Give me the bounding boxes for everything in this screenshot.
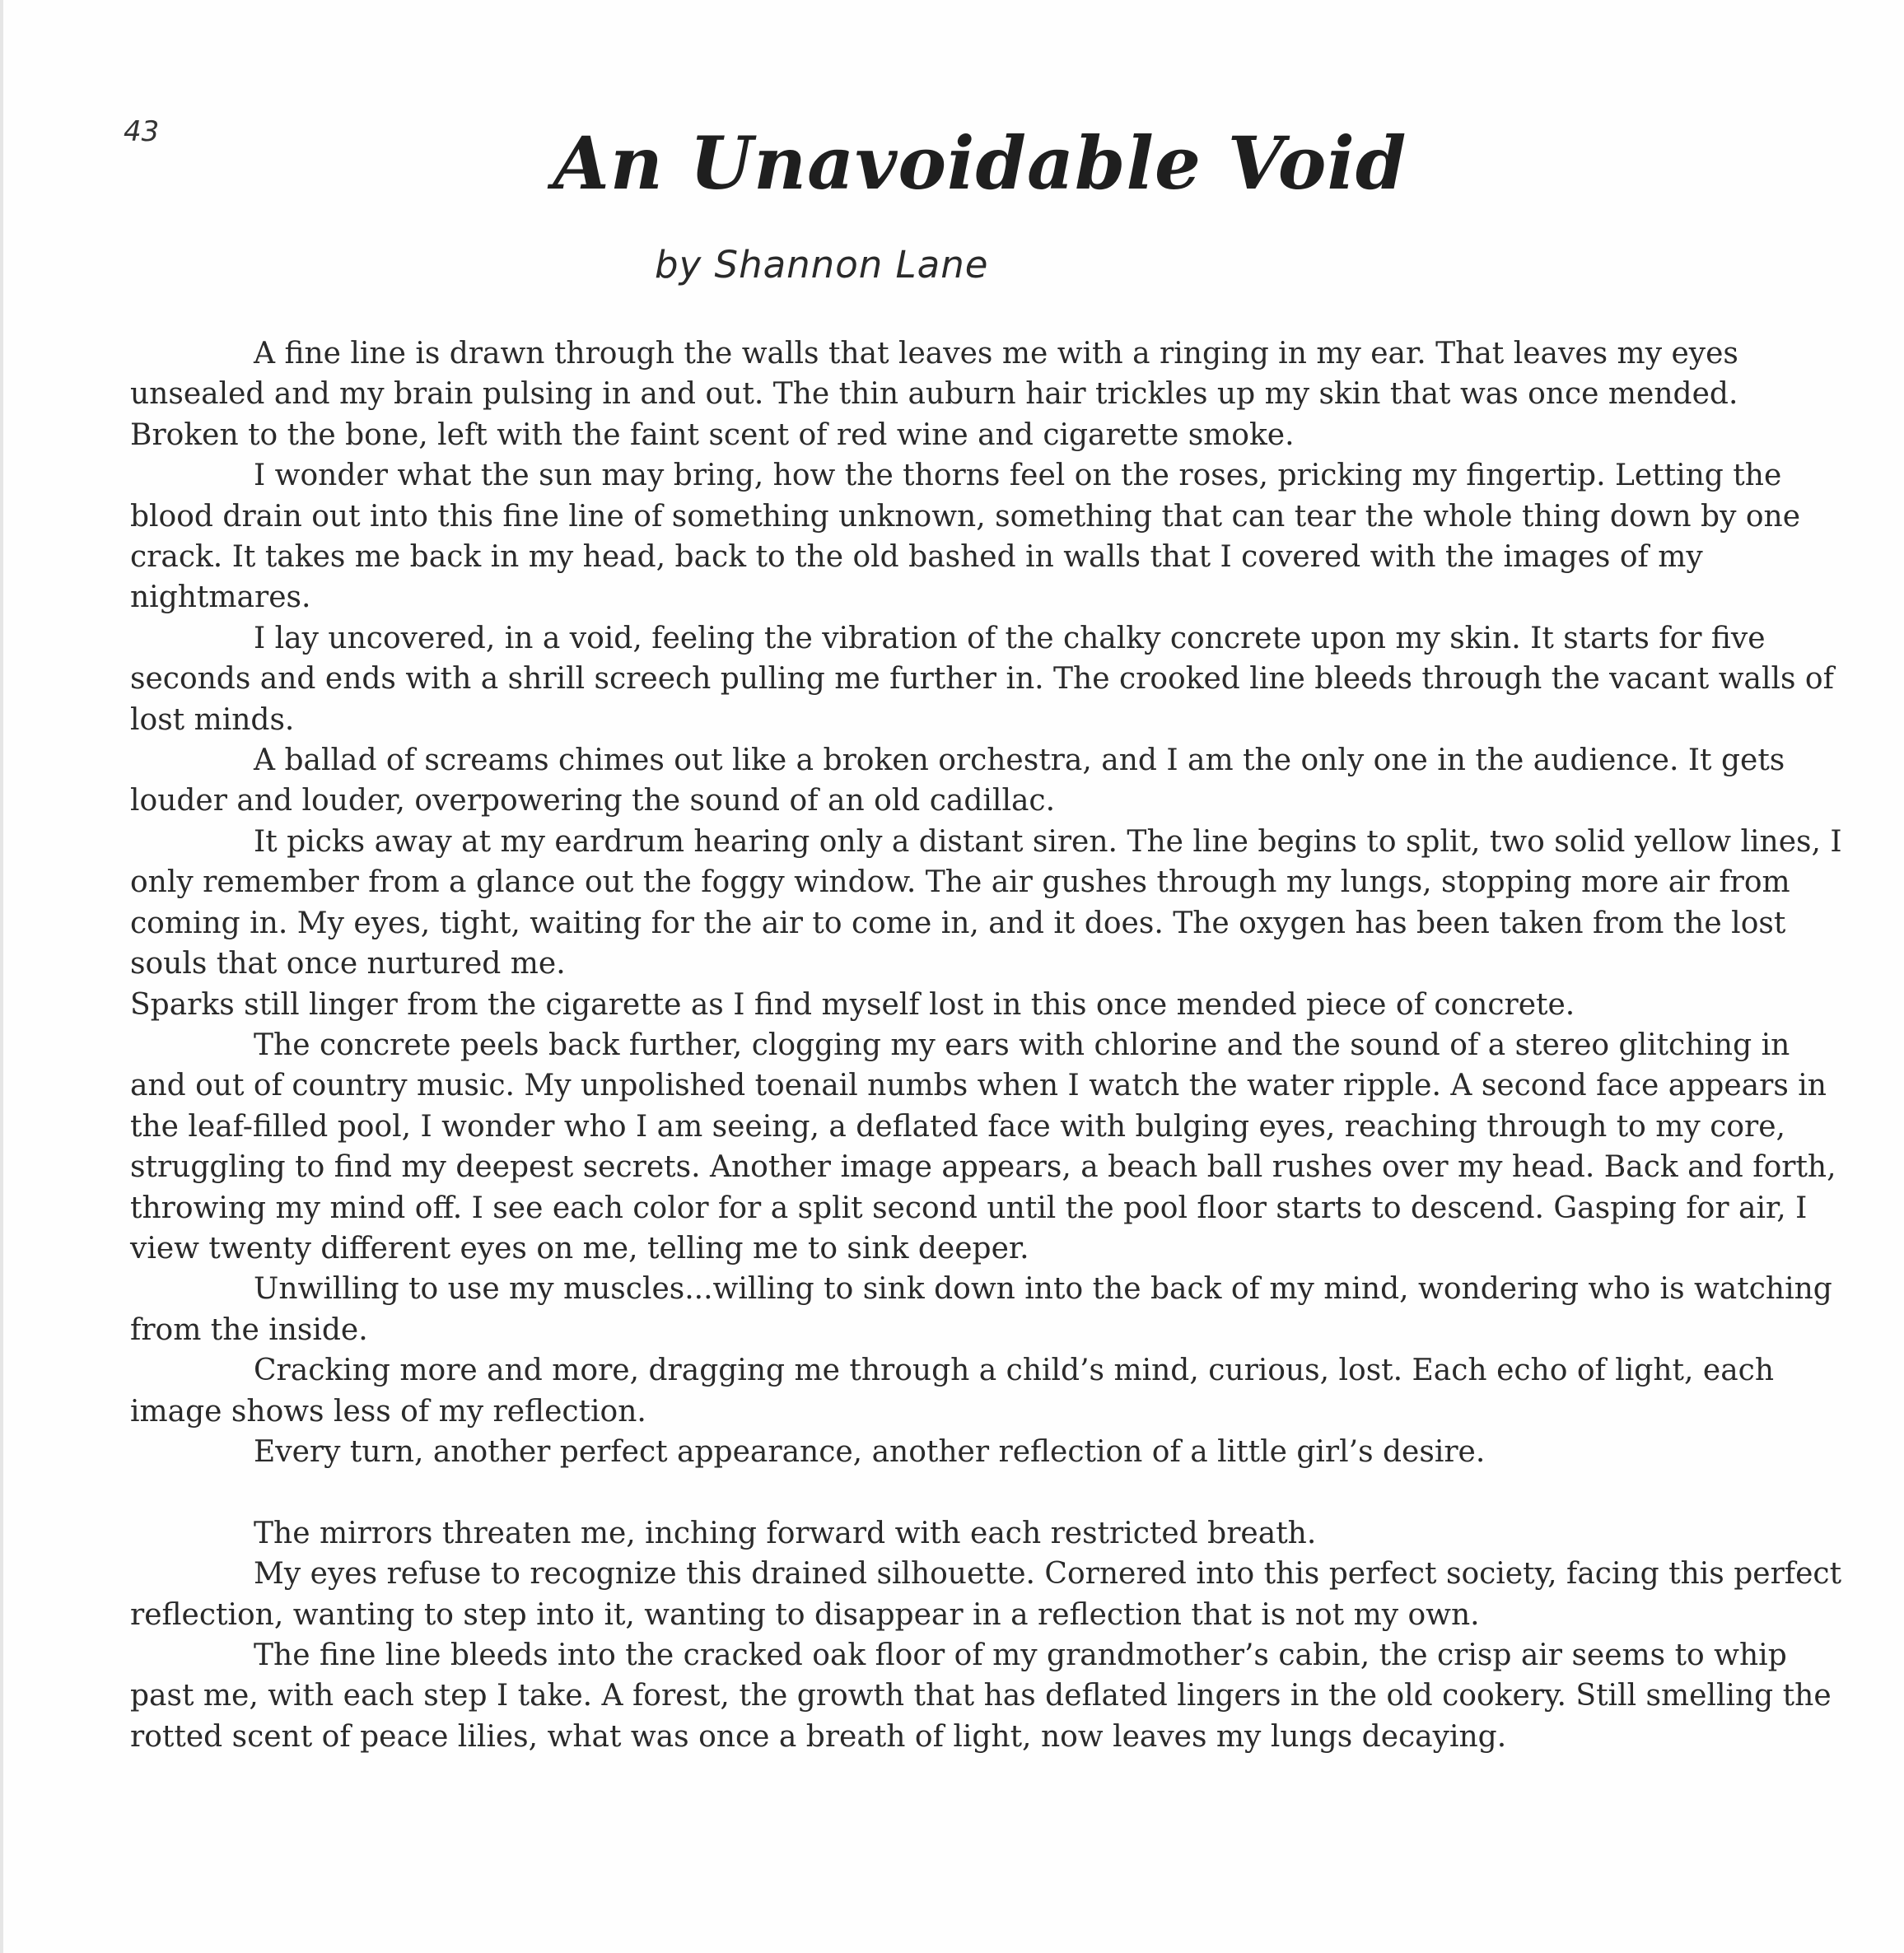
paragraph: Sparks still linger from the cigarette as I find myself lost in this once mended piece of concrete. <box>130 987 1575 1022</box>
paragraph: Cracking more and more, dragging me through a child’s mind, curious, lost. Each echo of light, each image shows less of my reflection. <box>130 1354 1775 1429</box>
byline: by Shannon Lane <box>655 243 989 287</box>
paragraph: I wonder what the sun may bring, how the thorns feel on the roses, pricking my fingertip. Letting the blood drain out into this fine line of something unknown, something that can tear the whole thing down by one crack. It takes me back in my head, back to the old bashed in walls that I covered with the images of my nightmares. <box>130 459 1801 615</box>
story-body <box>130 333 1851 1757</box>
paragraph: My eyes refuse to recognize this drained silhouette. Cornered into this perfect society, facing this perfect reflection, wanting to step into it, wanting to disappear in a reflection that is not my own. <box>130 1557 1842 1632</box>
page-number: 43 <box>124 115 160 148</box>
paragraph: The concrete peels back further, clogging my ears with chlorine and the sound of a stereo glitching in and out of country music. My unpolished toenail numbs when I watch the water ripple. A second face appears in the leaf-filled pool, I wonder who I am seeing, a deflated face with bulging eyes, reaching through to my core, struggling to find my deepest secrets. Another image appears, a beach ball rushes over my head. Back and forth, throwing my mind off. I see each color for a split second until the pool floor starts to descend. Gasping for air, I view twenty different eyes on me, telling me to sink deeper. <box>130 1028 1836 1265</box>
paragraph: A fine line is drawn through the walls that leaves me with a ringing in my ear. That leaves my eyes unsealed and my brain pulsing in and out. The thin auburn hair trickles up my skin that was once mended. Broken to the bone, left with the faint scent of red wine and cigarette smoke. <box>130 337 1738 452</box>
paragraph: Every turn, another perfect appearance, another reflection of a little girl’s desire. <box>254 1434 1486 1469</box>
paragraph: The mirrors threaten me, inching forward with each restricted breath. <box>254 1516 1317 1550</box>
paragraph: A ballad of screams chimes out like a broken orchestra, and I am the only one in the audience. It gets louder and louder, overpowering the sound of an old cadillac. <box>130 743 1785 818</box>
paragraph: I lay uncovered, in a void, feeling the vibration of the chalky concrete upon my skin. It starts for five seconds and ends with a shrill screech pulling me further in. The crooked line bleeds through the vacant walls of lost minds. <box>130 621 1834 737</box>
paragraph: Unwilling to use my muscles...willing to sink down into the back of my mind, wondering who is watching from the inside. <box>130 1272 1832 1347</box>
page-edge <box>0 0 3 1953</box>
page-title: An Unavoidable Void <box>553 120 1407 206</box>
paragraph: It picks away at my eardrum hearing only a distant siren. The line begins to split, two solid yellow lines, I only remember from a glance out the foggy window. The air gushes through my lungs, stopping more air from coming in. My eyes, tight, waiting for the air to come in, and it does. The oxygen has been taken from the lost souls that once nurtured me. <box>130 824 1842 981</box>
paragraph: The fine line bleeds into the cracked oak floor of my grandmother’s cabin, the crisp air seems to whip past me, with each step I take. A forest, the growth that has deflated lingers in the old cookery. Still smelling the rotted scent of peace lilies, what was once a breath of light, now leaves my lungs decaying. <box>130 1638 1832 1754</box>
